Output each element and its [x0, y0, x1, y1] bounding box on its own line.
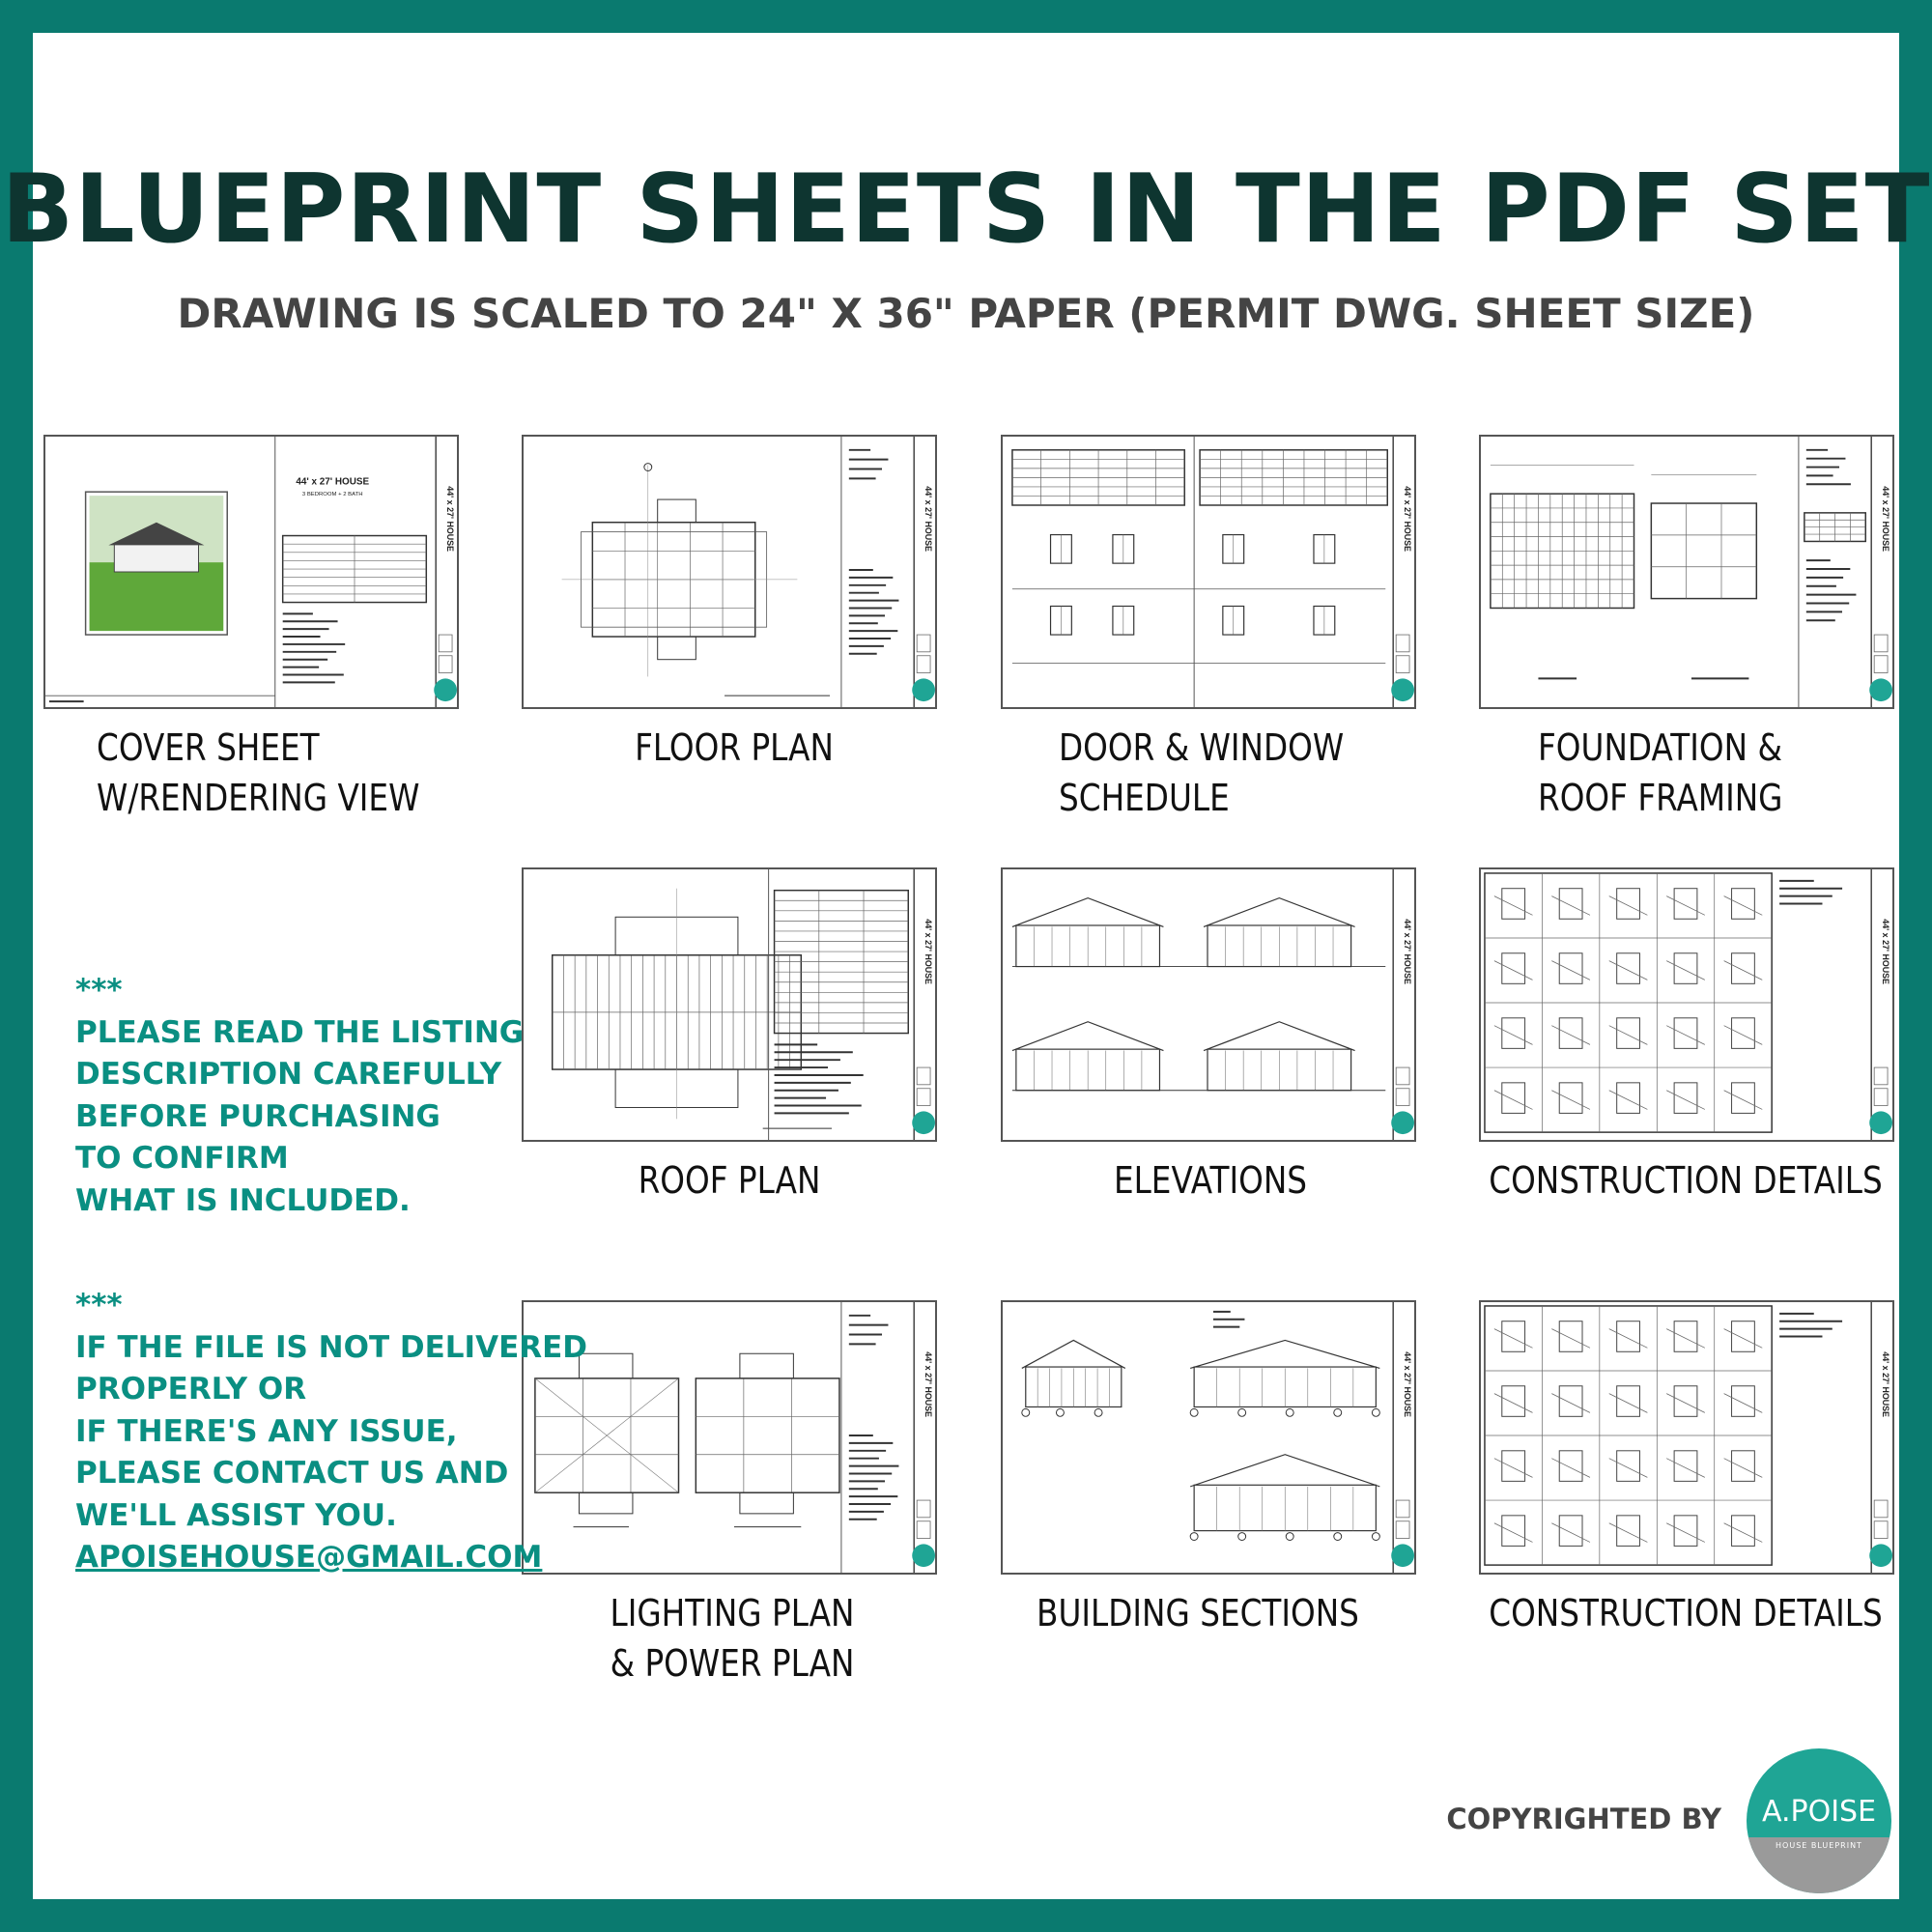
sheet-label-roof-plan: ROOF PLAN: [638, 1159, 821, 1202]
sheet-thumbnail-door-window-schedule: [1001, 435, 1416, 709]
svg-text:44' x 27' HOUSE: 44' x 27' HOUSE: [1881, 1351, 1891, 1417]
svg-text:44' x 27' HOUSE: 44' x 27' HOUSE: [296, 476, 370, 488]
svg-text:44' x 27' HOUSE: 44' x 27' HOUSE: [923, 919, 934, 984]
sheet-thumbnail-roof-plan: [522, 867, 937, 1142]
sheet-label-elevations: ELEVATIONS: [1113, 1159, 1308, 1202]
sheet-thumbnail-floor-plan: [522, 435, 937, 709]
svg-text:44' x 27' HOUSE: 44' x 27' HOUSE: [1403, 1351, 1413, 1417]
sheet-label-construction-details-2: CONSTRUCTION DETAILS: [1489, 1592, 1883, 1634]
apoise-logo: A.POISE HOUSE BLUEPRINT: [1747, 1748, 1891, 1893]
sheet-label-construction-details-1: CONSTRUCTION DETAILS: [1489, 1159, 1883, 1202]
svg-text:44' x 27' HOUSE: 44' x 27' HOUSE: [1881, 486, 1891, 552]
sheet-label-lighting-power-plan: LIGHTING PLAN & POWER PLAN: [610, 1592, 855, 1685]
sheet-thumbnail-cover: [43, 435, 459, 709]
svg-text:44' x 27' HOUSE: 44' x 27' HOUSE: [1403, 919, 1413, 984]
sheet-thumbnail-elevations: [1001, 867, 1416, 1142]
sheet-label-cover: COVER SHEET W/RENDERING VIEW: [97, 726, 420, 819]
sheet-label-door-window-schedule: DOOR & WINDOW SCHEDULE: [1059, 726, 1345, 819]
sheet-thumbnail-foundation-roof-framing: [1479, 435, 1894, 709]
support-note: *** IF THE FILE IS NOT DELIVERED PROPERLY OR IF THERE'S ANY ISSUE, PLEASE CONTACT US AND WE'LL ASSIST YOU. APOISEHOUSE@GMAIL.COM: [75, 1288, 588, 1575]
page-title: BLUEPRINT SHEETS IN THE PDF SET: [1, 155, 1931, 265]
contact-email-link[interactable]: APOISEHOUSE@GMAIL.COM: [75, 1540, 543, 1575]
svg-text:44' x 27' HOUSE: 44' x 27' HOUSE: [923, 1351, 934, 1417]
sheet-thumbnail-building-sections: [1001, 1300, 1416, 1575]
sheet-label-building-sections: BUILDING SECTIONS: [1037, 1592, 1359, 1634]
sheet-thumbnail-construction-details-1: [1479, 867, 1894, 1142]
svg-text:44' x 27' HOUSE: 44' x 27' HOUSE: [1403, 486, 1413, 552]
svg-text:44' x 27' HOUSE: 44' x 27' HOUSE: [445, 486, 456, 552]
purchase-note: *** PLEASE READ THE LISTING DESCRIPTION CAREFULLY BEFORE PURCHASING TO CONFIRM WHAT IS INCLUDED.: [75, 973, 525, 1218]
copyright-label: COPYRIGHTED BY: [1446, 1803, 1721, 1835]
sheet-label-floor-plan: FLOOR PLAN: [635, 726, 834, 769]
svg-text:44' x 27' HOUSE: 44' x 27' HOUSE: [1881, 919, 1891, 984]
svg-text:44' x 27' HOUSE: 44' x 27' HOUSE: [923, 486, 934, 552]
sheet-thumbnail-construction-details-2: [1479, 1300, 1894, 1575]
sheet-label-foundation-roof-framing: FOUNDATION & ROOF FRAMING: [1538, 726, 1783, 819]
svg-text:3 BEDROOM + 2 BATH: 3 BEDROOM + 2 BATH: [301, 492, 363, 498]
page-subtitle: DRAWING IS SCALED TO 24" X 36" PAPER (PERMIT DWG. SHEET SIZE): [177, 290, 1755, 337]
